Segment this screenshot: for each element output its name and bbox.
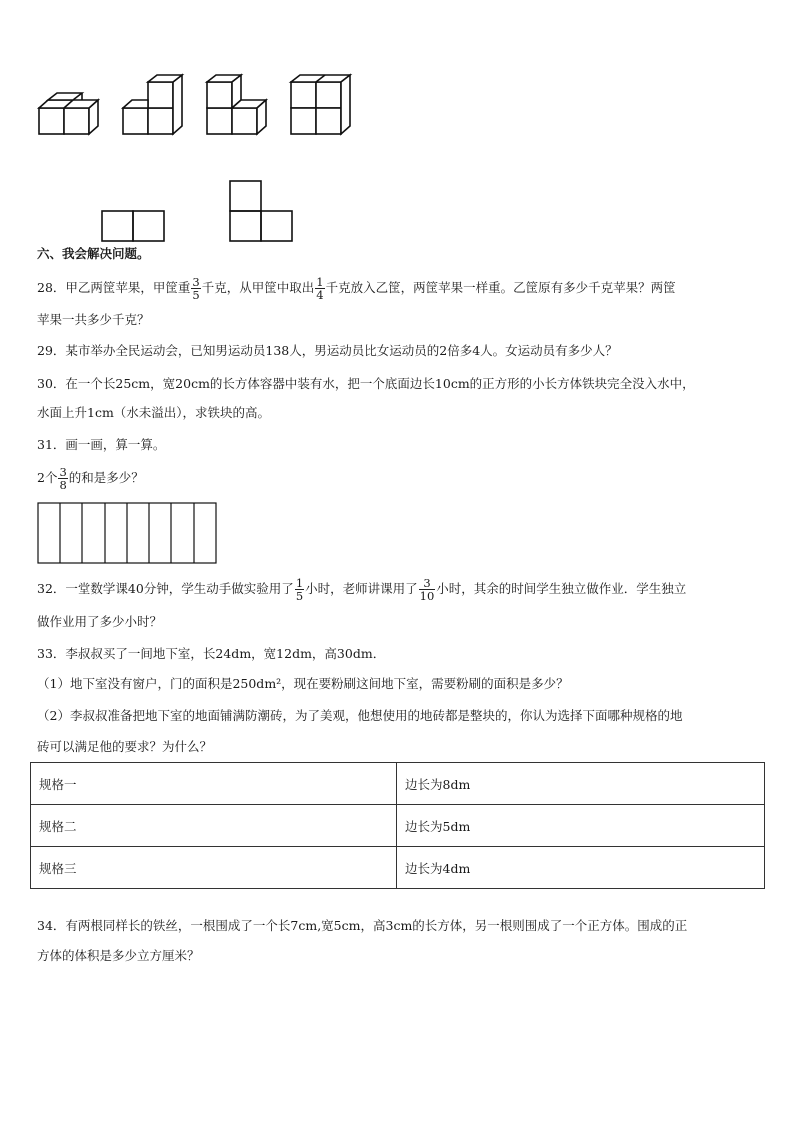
- question-30-line2: 水面上升1cm（水未溢出），求铁块的高。: [37, 405, 271, 420]
- spec-value: 边长为5dm: [397, 805, 765, 847]
- q32-fraction-1: $\frac{1}{5}$: [295, 576, 304, 603]
- question-32-line2: 做作业用了多少小时？: [37, 614, 163, 629]
- table-row: [31, 763, 765, 805]
- spec-name: 规格一: [31, 763, 397, 805]
- view-drawing-2: [230, 181, 292, 241]
- q28-fraction-2: $\frac{1}{4}$: [316, 275, 324, 302]
- cube-figure-1: [39, 93, 98, 134]
- q28-text-a: 28．甲乙两筐苹果，甲筐重: [37, 280, 191, 295]
- q32-text-a: 32．一堂数学课40分钟，学生动手做实验用了: [37, 581, 294, 596]
- question-33-sub2-line1: （2）李叔叔准备把地下室的地面铺满防潮砖，为了美观，他想使用的地砖都是整块的，你认为选择下面哪种规格的地: [37, 708, 683, 723]
- q31-prompt-a: 2个: [37, 470, 58, 485]
- question-34-line2: 方体的体积是多少立方厘米？: [37, 948, 200, 963]
- table-row: [31, 847, 765, 889]
- cube-figures: [0, 0, 794, 250]
- question-34-line1: 34．有两根同样长的铁丝，一根围成了一个长7cm,宽5cm，高3cm的长方体，另一根则围成了一个正方体。围成的正: [37, 918, 688, 933]
- q32-text-b: 小时，老师讲课用了: [305, 581, 418, 596]
- cube-figure-4: [291, 75, 350, 134]
- question-33-title: 33．李叔叔买了一间地下室，长24dm，宽12dm，高30dm．: [37, 646, 386, 661]
- q31-prompt-b: 的和是多少？: [68, 470, 144, 485]
- question-31-title: 31．画一画，算一算。: [37, 437, 166, 452]
- q32-fraction-2: $\frac{3}{10}$: [419, 576, 435, 603]
- question-28-line2: 苹果一共多少千克？: [37, 312, 150, 327]
- spec-value: 边长为4dm: [397, 847, 765, 889]
- question-33-sub1: （1）地下室没有窗户，门的面积是250dm²，现在要粉刷这间地下室，需要粉刷的面积是多少？: [37, 676, 569, 691]
- question-31-prompt: [37, 466, 144, 491]
- cube-figure-3: [207, 75, 266, 134]
- tile-spec-table: [30, 762, 765, 889]
- eighths-grid: [37, 502, 219, 565]
- q28-text-b: 千克，从甲筐中取出: [201, 280, 315, 295]
- question-30-line1: 30．在一个长25cm，宽20cm的长方体容器中装有水，把一个底面边长10cm的正方形的小长方体铁块完全没入水中，: [37, 376, 695, 391]
- table-row: [31, 805, 765, 847]
- cube-figure-2: [123, 75, 182, 134]
- q32-text-c: 小时，其余的时间学生独立做作业．学生独立: [436, 581, 687, 596]
- spec-name: 规格二: [31, 805, 397, 847]
- question-33-sub2-line2: 砖可以满足他的要求？为什么？: [37, 739, 213, 754]
- spec-value: 边长为8dm: [397, 763, 765, 805]
- section-title: 六、我会解决问题。: [37, 246, 150, 261]
- spec-name: 规格三: [31, 847, 397, 889]
- q28-fraction-1: $\frac{3}{5}$: [192, 275, 200, 302]
- q28-text-c: 千克放入乙筐，两筐苹果一样重。乙筐原有多少千克苹果？两筐: [325, 280, 676, 295]
- q31-fraction: $\frac{3}{8}$: [59, 465, 67, 492]
- question-29: 29．某市举办全民运动会，已知男运动员138人，男运动员比女运动员的2倍多4人。女运动员有多少人？: [37, 343, 618, 358]
- view-drawing-1: [102, 211, 164, 241]
- question-28-line1: [37, 276, 676, 301]
- question-32-line1: [37, 577, 686, 602]
